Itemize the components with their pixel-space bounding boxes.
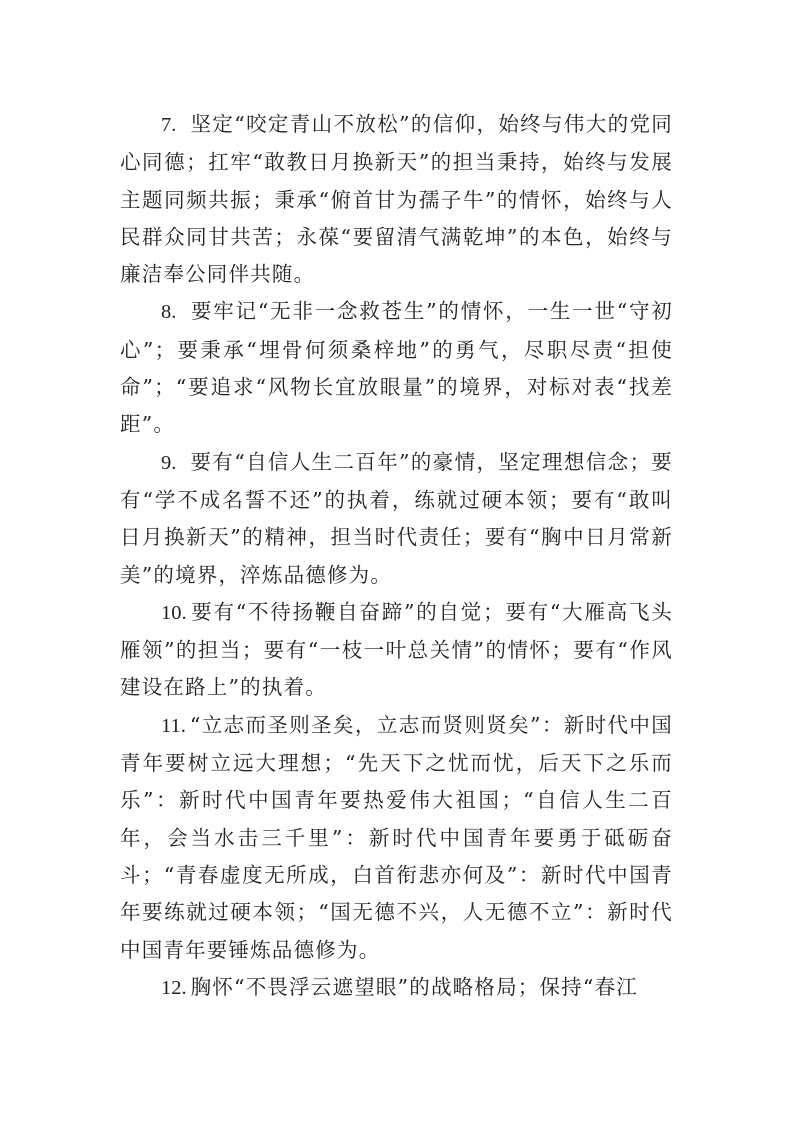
paragraph-text: 坚定“咬定青山不放松”的信仰，始终与伟大的党同心同德；扛牢“敢教日月换新天”的担当秉持，始终与发展主题同频共振；秉承“俯首甘为孺子牛”的情怀，始终与人民群众同甘共苦；永葆“要留清气满乾坤”的本色，始终与廉洁奉公同伴共随。 <box>120 112 673 287</box>
paragraph-7 <box>120 106 673 293</box>
paragraph-11 <box>120 707 673 969</box>
paragraph-number: 9. <box>161 451 177 474</box>
paragraph-12 <box>120 969 673 1007</box>
paragraph-10 <box>120 594 673 707</box>
paragraph-8 <box>120 293 673 443</box>
paragraph-number: 12. <box>161 976 187 999</box>
paragraph-text: 要有“自信人生二百年”的豪情，坚定理想信念；要有“学不成名誓不还”的执着，练就过硬本领；要有“敢叫日月换新天”的精神，担当时代责任；要有“胸中日月常新美”的境界，淬炼品德修为。 <box>120 449 673 587</box>
paragraph-number: 7. <box>161 114 177 136</box>
paragraph-number: 10. <box>161 601 187 624</box>
document-page <box>120 106 673 1007</box>
paragraph-text: 要有“不待扬鞭自奋蹄”的自觉；要有“大雁高飞头雁领”的担当；要有“一枝一叶总关情”的情怀；要有“作风建设在路上”的执着。 <box>120 599 673 700</box>
paragraph-number: 11. <box>161 714 186 737</box>
paragraph-9 <box>120 444 673 594</box>
paragraph-text: 胸怀“不畏浮云遮望眼”的战略格局；保持“春江 <box>190 974 638 999</box>
paragraph-text: “立志而圣则圣矣，立志而贤则贤矣”：新时代中国青年要树立远大理想；“先天下之忧而忧，后天下之乐而乐”：新时代中国青年要热爱伟大祖国；“自信人生二百年，会当水击三千里”：新时代中国青年要勇于砥砺奋斗；“青春虚度无所成，白首衔悲亦何及”：新时代中国青年要练就过硬本领；“国无德不兴，人无德不立”：新时代中国青年要锤炼品德修为。 <box>120 712 673 962</box>
paragraph-text: 要牢记“无非一念救苍生”的情怀，一生一世“守初心”；要秉承“埋骨何须桑梓地”的勇气，尽职尽责“担使命”；“要追求“风物长宜放眼量”的境界，对标对表“找差距”。 <box>120 299 673 437</box>
paragraph-number: 8. <box>161 301 177 324</box>
